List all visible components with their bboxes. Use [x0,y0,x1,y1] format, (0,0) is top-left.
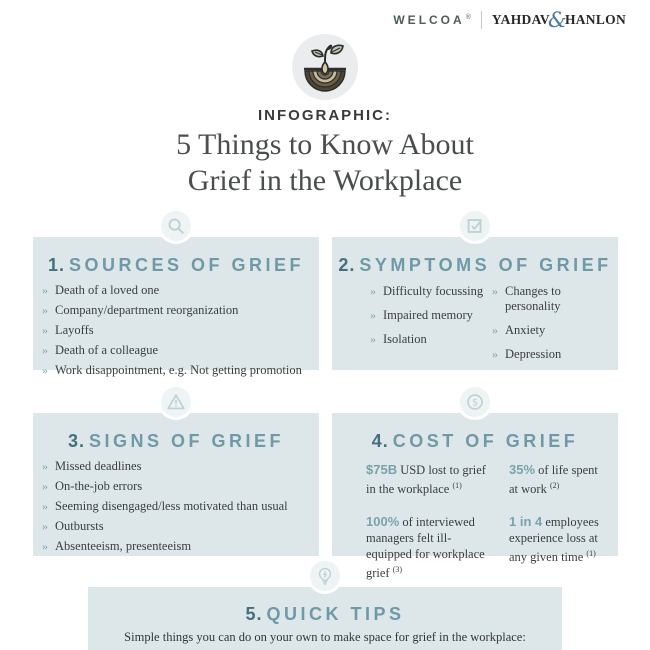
list-item: » Outbursts [42,519,104,533]
bullet: » [42,499,48,513]
list-item: » Seeming disengaged/less motivated than usual [42,499,288,513]
bullet: » [492,347,498,361]
seedling-logo [291,33,359,101]
sources-badge [158,208,194,244]
symptoms-badge [457,208,493,244]
signs-badge [158,384,194,420]
list-item: » Layoffs [42,323,94,337]
bullet: » [492,323,498,337]
welcoa-logo [393,13,471,27]
panel-signs-of-grief [33,413,319,556]
footnote-ref: (3) [392,565,403,575]
section-title: SYMPTOMS OF GRIEF [359,255,612,275]
section-title: SOURCES OF GRIEF [69,255,305,275]
bullet: » [42,323,48,337]
panel-sources-of-grief [33,237,319,377]
kicker: INFOGRAPHIC: [258,107,392,124]
section-number: 3. [67,431,85,451]
bullet: » [42,459,48,473]
svg-text:$: $ [471,397,479,409]
list-item: » Company/department reorganization [42,303,239,317]
stat-managers-ill-equipped: 100% of interviewed managers felt ill-equipped for workplace grief $^{(3)}$ [366,514,485,581]
section-title: SIGNS OF GRIEF [89,431,285,451]
section-heading [332,431,618,452]
stat-value: $75B [366,462,398,477]
tips-badge [307,558,343,594]
cost-stats-grid [366,462,618,581]
list-item: » Depression [492,347,562,361]
bullet: » [42,479,48,493]
seedling-icon [291,33,359,101]
list-item: » Difficulty focussing [370,284,484,298]
list-item: » Missed deadlines [42,459,142,473]
bullet: » [42,303,48,317]
section-number: 2. [338,255,356,275]
stat-employees-loss: 1 in 4 employees experience loss at any given time $^{(1)}$ [509,514,599,565]
bullet: » [42,363,48,377]
list-item: » Anxiety [492,323,546,337]
welcoa-wordmark: WELCOA [393,12,465,27]
section-number: 1. [47,255,65,275]
lightbulb-icon [314,565,336,587]
panel-cost-of-grief [332,397,618,581]
registered-mark: ® [465,13,471,21]
logo-divider [481,11,482,29]
bullet: » [370,284,376,298]
list-item: » Death of a loved one [42,283,160,297]
symptoms-col-1 [370,284,492,371]
bullet: » [42,539,48,553]
bullet: » [42,519,48,533]
stat-value: 35% [509,462,536,477]
section-heading [332,255,618,276]
yahdav-hanlon-logo [492,9,626,30]
warning-triangle-icon [165,391,187,413]
magnifier-icon [165,215,187,237]
section-heading [33,255,319,276]
footnote-ref: (1) [452,481,462,490]
stat-value: 100% [366,514,400,530]
header-logos [393,9,626,30]
title-line-1: 5 Things to Know About [176,128,474,161]
stat-value: 1 in 4 [509,514,543,530]
list-item: » Absenteeism, presenteeism [42,539,192,553]
list-item: » On-the-job errors [42,479,143,493]
bullet: » [370,332,376,346]
section-number: 4. [371,431,389,451]
list-item: » Isolation [370,332,427,346]
stat-lost-to-grief: $75B USD lost to grief in the workplace $^{(1)}$ [366,462,486,497]
section-title: QUICK TIPS [266,604,405,624]
sources-list [33,283,319,378]
list-item: » Impaired memory [370,308,473,322]
cost-badge [457,384,493,420]
section-heading [88,604,562,625]
firm-name-left: YAHDAV [491,11,550,27]
footnote-ref: (1) [586,549,596,559]
dollar-icon [464,391,486,413]
bullet: » [370,308,376,322]
checkbox-icon [464,215,486,237]
tips-subtitle: Simple things you can do on your own to make space for grief in the workplace: [124,630,526,644]
bullet: » [42,343,48,357]
title-line-2: Grief in the Workplace [187,164,463,197]
section-title: COST OF GRIEF [392,431,579,451]
symptoms-col-2 [492,284,614,371]
list-item: » Death of a colleague [42,343,159,357]
stat-life-at-work: 35% of life spent at work $^{(2)}$ [509,462,598,497]
footnote-ref: (2) [549,481,560,490]
firm-name-right: HANLON [564,11,626,27]
panel-quick-tips [88,587,562,650]
ampersand-glyph: & [547,8,567,32]
symptoms-columns [332,284,618,371]
section-number: 5. [245,604,263,624]
bullet: » [492,284,498,298]
signs-list [33,459,319,554]
section-heading [33,431,319,452]
panel-symptoms-of-grief [332,237,618,370]
bullet: » [42,283,48,297]
page-title [0,127,650,199]
list-item: » Changes to personality [492,284,561,313]
list-item: » Work disappointment, e.g. Not getting promotion [42,363,302,377]
